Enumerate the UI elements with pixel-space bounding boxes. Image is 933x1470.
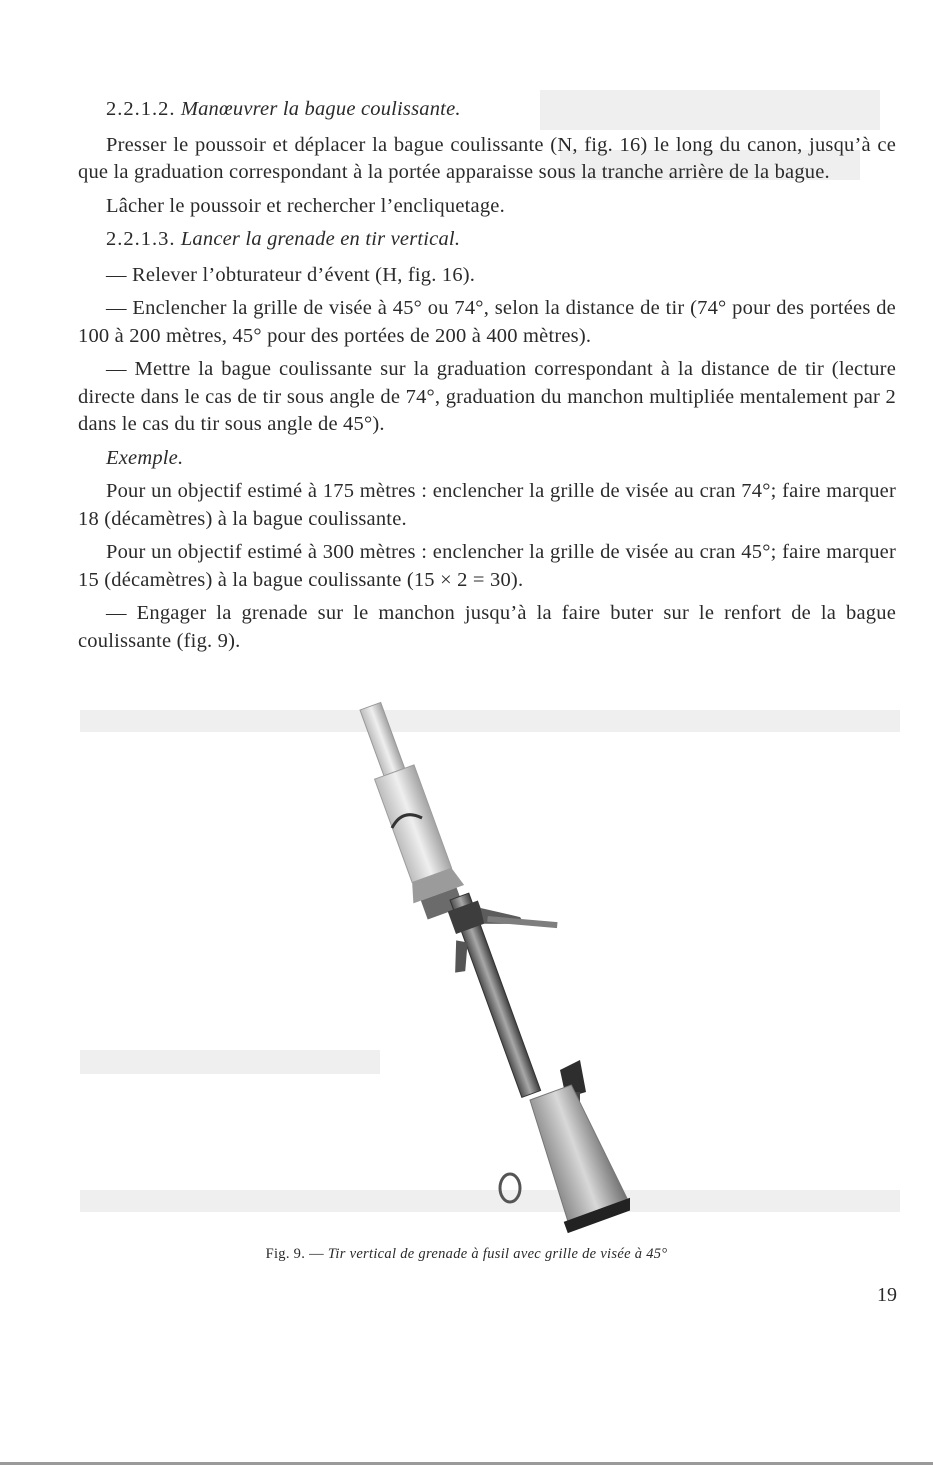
section-heading-2212 [78, 96, 896, 124]
list-item: — Engager la grenade sur le manchon jusqu’à la faire buter sur le renfort de la bague coulissante (fig. 9). [78, 602, 896, 652]
page-bottom-edge [0, 1462, 933, 1465]
figure-caption [0, 1246, 933, 1263]
example-paragraph: Pour un objectif estimé à 175 mètres : enclencher la grille de visée au cran 74°; faire marquer 18 (décamètres) à la bague coulissante. [78, 480, 896, 530]
list-item: — Enclencher la grille de visée à 45° ou 74°, selon la distance de tir (74° pour des portées de 100 à 200 mètres, 45° pour des portées de 200 à 400 mètres). [78, 297, 896, 347]
paragraph: Lâcher le poussoir et rechercher l’encliquetage. [106, 194, 505, 217]
rifle-grenade-photo [330, 700, 630, 1240]
example-paragraph: Pour un objectif estimé à 300 mètres : enclencher la grille de visée au cran 45°; faire marquer 15 (décamètres) à la bague coulissante (15 × 2 = 30). [78, 541, 896, 591]
body-text [78, 96, 896, 661]
section-title: Lancer la grenade en tir vertical. [180, 228, 461, 250]
figure-caption-text: Tir vertical de grenade à fusil avec grille de visée à 45° [327, 1246, 668, 1262]
section-number: 2.2.1.3. [106, 228, 176, 250]
paragraph: Presser le poussoir et déplacer la bague coulissante (N, fig. 16) le long du canon, jusqu’à ce que la graduation correspondant à la portée apparaisse sous la tranche arrière de la bague. [78, 133, 896, 183]
list-item: — Mettre la bague coulissante sur la graduation correspondant à la distance de tir (lecture directe dans le cas de tir sous angle de 74°, graduation du manchon multipliée mentalement par 2 dans le cas du tir sous angle de 45°). [78, 358, 896, 435]
figure-label: Fig. 9. — [265, 1246, 324, 1262]
section-title: Manœuvrer la bague coulissante. [180, 98, 461, 120]
page-number: 19 [877, 1284, 897, 1306]
section-heading-2213 [78, 226, 896, 254]
example-label: Exemple. [106, 446, 184, 469]
list-item: — Relever l’obturateur d’évent (H, fig. 16). [106, 263, 476, 286]
section-number: 2.2.1.2. [106, 98, 176, 120]
